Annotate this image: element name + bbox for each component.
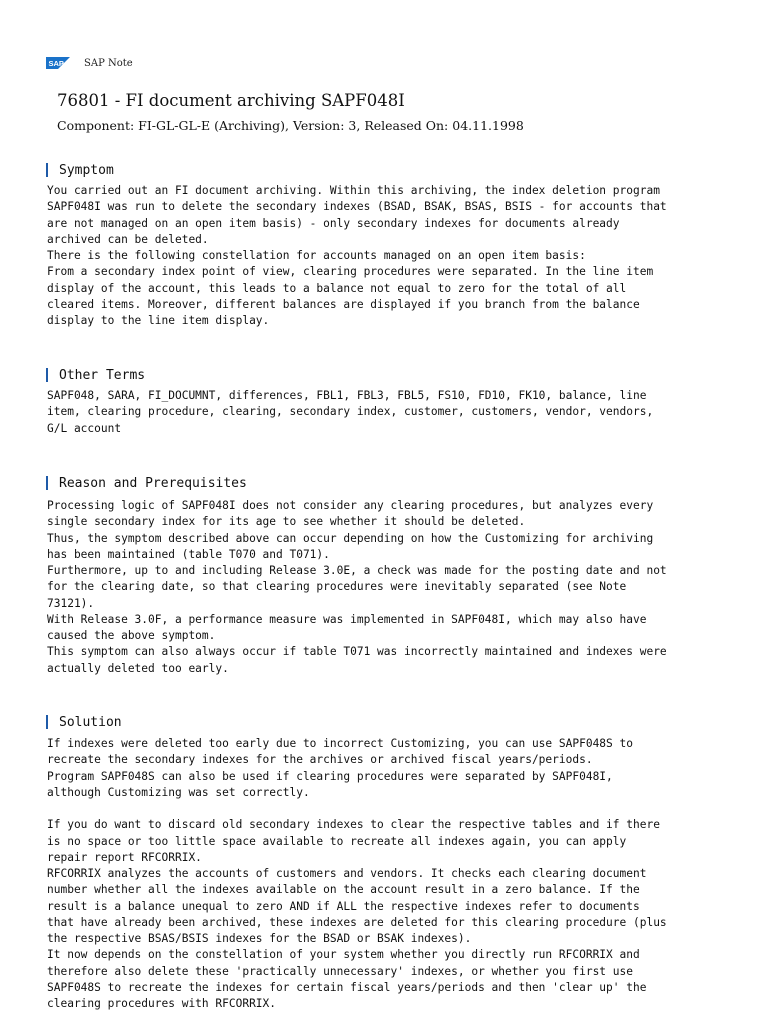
other-terms-heading <box>46 367 145 383</box>
text-line: There is the following constellation for accounts managed on an open item basis: <box>47 249 586 262</box>
heading-bar <box>46 163 48 177</box>
heading-bar <box>46 476 48 490</box>
text-line: RFCORRIX analyzes the accounts of customers and vendors. It checks each clearing document <box>47 867 647 880</box>
reason-heading-text: Reason and Prerequisites <box>59 475 247 491</box>
text-line <box>47 801 667 817</box>
reason-heading <box>46 475 247 491</box>
text-line: archived can be deleted. <box>47 232 209 246</box>
solution-heading <box>46 714 122 730</box>
text-line: are not managed on an open item basis) - only secondary indexes for documents already <box>47 216 620 230</box>
text-line: result is a balance unequal to zero AND if ALL the respective indexes refer to documents <box>47 899 640 913</box>
text-line: If you do want to discard old secondary indexes to clear the respective tables and if there <box>47 818 660 832</box>
text-line: Furthermore, up to and including Release 3.0E, a check was made for the posting date and not <box>47 564 667 577</box>
text-line: 73121). <box>47 596 95 610</box>
text-line: Thus, the symptom described above can occur depending on how the Customizing for archiving <box>47 531 654 545</box>
note-title: 76801 - FI document archiving SAPF048I <box>57 91 405 110</box>
text-line: This symptom can also always occur if table T071 was incorrectly maintained and indexes were <box>47 645 667 659</box>
text-line: single secondary index for its age to see whether it should be deleted. <box>47 515 526 529</box>
text-line: although Customizing was set correctly. <box>47 785 310 799</box>
text-line: number whether all the indexes available on the account result in a zero balance. If the <box>47 883 640 897</box>
note-subtitle: Component: FI-GL-GL-E (Archiving), Version: 3, Released On: 04.11.1998 <box>57 118 524 133</box>
heading-bar <box>46 368 48 382</box>
text-line: SAPF048S to recreate the indexes for certain fiscal years/periods and then 'clear up' the <box>47 980 647 994</box>
text-line: repair report RFCORRIX. <box>47 850 202 864</box>
text-line: cleared items. Moreover, different balances are displayed if you branch from the balance <box>47 297 640 311</box>
symptom-body <box>47 183 667 329</box>
text-line: G/L account <box>47 421 122 435</box>
text-line: has been maintained (table T070 and T071). <box>47 547 330 561</box>
text-line: display of the account, this leads to a balance not equal to zero for the total of all <box>47 281 627 295</box>
text-line: Processing logic of SAPF048I does not consider any clearing procedures, but analyzes every <box>47 499 654 512</box>
text-line: therefore also delete these 'practically unnecessary' indexes, or whether you first use <box>47 964 633 978</box>
sap-logo <box>46 57 70 69</box>
text-line: SAPF048I was run to delete the secondary indexes (BSAD, BSAK, BSAS, BSIS - for accounts that <box>47 200 667 214</box>
solution-body <box>47 736 667 1012</box>
text-line: recreate the secondary indexes for the archives or archived fiscal years/periods. <box>47 753 593 767</box>
text-line: the respective BSAS/BSIS indexes for the BSAD or BSAK indexes). <box>47 932 472 945</box>
sap-logo-text: SAP <box>48 59 64 68</box>
text-line: clearing procedures with RFCORRIX. <box>47 997 277 1010</box>
text-line: If indexes were deleted too early due to incorrect Customizing, you can use SAPF048S to <box>47 737 633 750</box>
text-line: item, clearing procedure, clearing, secondary index, customer, customers, vendor, vendors, <box>47 405 654 419</box>
text-line: You carried out an FI document archiving. Within this archiving, the index deletion program <box>47 184 660 197</box>
text-line: display to the line item display. <box>47 314 270 327</box>
other-terms-body <box>47 388 653 437</box>
note-header <box>46 56 133 70</box>
text-line: for the clearing date, so that clearing procedures were inevitably separated (see Note <box>47 580 627 594</box>
text-line: caused the above symptom. <box>47 629 216 642</box>
text-line: actually deleted too early. <box>47 661 229 675</box>
other-terms-heading-text: Other Terms <box>59 367 146 383</box>
symptom-heading <box>46 162 114 178</box>
text-line: Program SAPF048S can also be used if clearing procedures were separated by SAPF048I, <box>47 769 613 783</box>
text-line: From a secondary index point of view, clearing procedures were separated. In the line item <box>47 265 654 279</box>
symptom-heading-text: Symptom <box>59 162 114 178</box>
text-line: that have already been archived, these indexes are deleted for this clearing procedure (plus <box>47 915 667 929</box>
text-line: SAPF048, SARA, FI_DOCUMNT, differences, FBL1, FBL3, FBL5, FS10, FD10, FK10, balance, line <box>47 389 647 402</box>
text-line: With Release 3.0F, a performance measure was implemented in SAPF048I, which may also have <box>47 612 647 626</box>
text-line: It now depends on the constellation of your system whether you directly run RFCORRIX and <box>47 948 640 962</box>
heading-bar <box>46 715 48 729</box>
text-line: is no space or too little space available to recreate all indexes again, you can apply <box>47 834 627 848</box>
header-label: SAP Note <box>84 57 133 69</box>
solution-heading-text: Solution <box>59 714 122 730</box>
reason-body <box>47 498 667 677</box>
